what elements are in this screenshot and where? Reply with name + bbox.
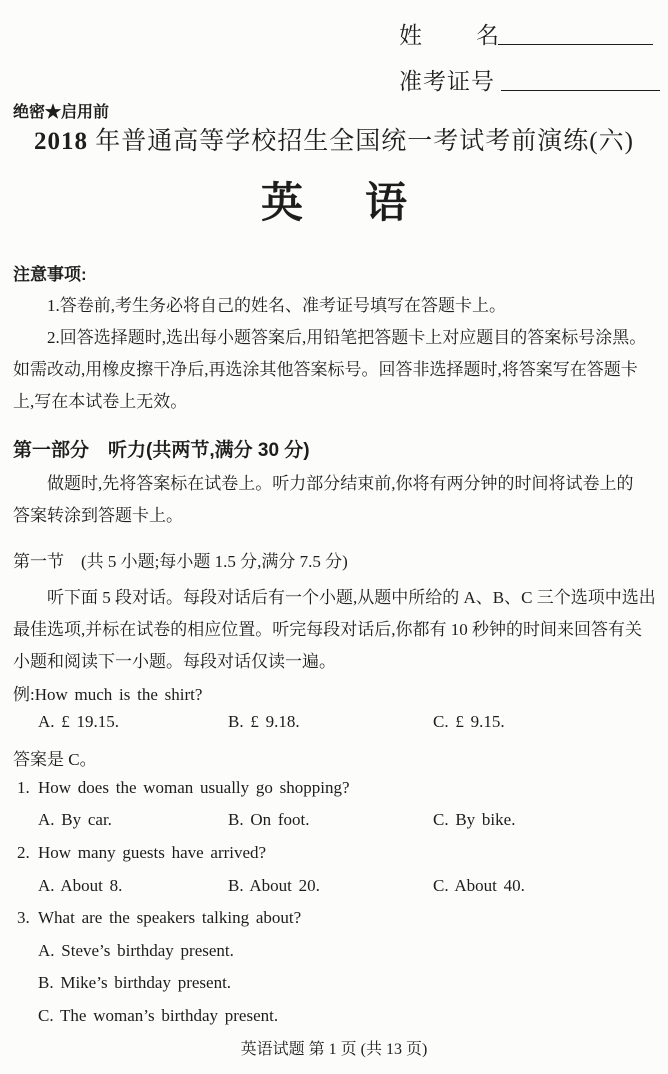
question-1-text: How does the woman usually go shopping? xyxy=(38,778,350,797)
ticket-number-label: 准考证号 xyxy=(399,69,495,94)
example-option-c: C. £ 9.15. xyxy=(433,712,505,731)
question-3-text: What are the speakers talking about? xyxy=(38,908,302,927)
question-2-options-row xyxy=(0,876,668,900)
security-marking: 绝密★启用前 xyxy=(13,104,110,121)
notice-heading: 注意事项: xyxy=(13,265,87,284)
exam-year: 2018 xyxy=(34,128,89,155)
notice-line-4: 上,写在本试卷上无效。 xyxy=(13,392,188,411)
notice-line-3: 如需改动,用橡皮擦干净后,再选涂其他答案标号。回答非选择题时,将答案写在答题卡 xyxy=(13,360,638,379)
subject-char2: 语 xyxy=(365,179,408,226)
question-1-options-row xyxy=(0,810,668,834)
exam-session-title xyxy=(0,121,668,157)
notice-line-2: 2.回答选择题时,选出每小题答案后,用铅笔把答题卡上对应题目的答案标号涂黑。 xyxy=(47,328,647,347)
question-2-number: 2. xyxy=(17,843,30,862)
name-label xyxy=(399,17,499,50)
question-1-option-b: B. On foot. xyxy=(228,810,310,829)
example-options-row xyxy=(0,712,668,736)
subject-title xyxy=(0,170,668,230)
question-3-option-c: C. The woman’s birthday present. xyxy=(38,1006,279,1025)
example-option-a: A. £ 19.15. xyxy=(38,712,120,731)
part1-instruction-line-2: 答案转涂到答题卡上。 xyxy=(13,506,183,525)
ticket-number-fill-line xyxy=(501,90,660,91)
name-fill-line xyxy=(498,44,653,45)
example-question: 例:How much is the shirt? xyxy=(13,685,203,704)
question-2-option-a: A. About 8. xyxy=(38,876,123,895)
section1-instruction-line-1: 听下面 5 段对话。每段对话后有一个小题,从题中所给的 A、B、C 三个选项中选出 xyxy=(47,588,656,607)
name-label-char1: 姓 xyxy=(399,23,422,48)
question-1-number: 1. xyxy=(17,778,30,797)
question-2 xyxy=(0,843,668,867)
question-3-option-a: A. Steve’s birthday present. xyxy=(38,941,234,960)
question-2-option-c: C. About 40. xyxy=(433,876,525,895)
part1-heading: 第一部分 听力(共两节,满分 30 分) xyxy=(13,440,310,461)
example-answer-note: 答案是 C。 xyxy=(13,750,97,769)
exam-title-text: 年普通高等学校招生全国统一考试考前演练(六) xyxy=(88,128,634,155)
subject-char1: 英 xyxy=(260,179,303,226)
part1-instruction-line-1: 做题时,先将答案标在试卷上。听力部分结束前,你将有两分钟的时间将试卷上的 xyxy=(47,474,634,493)
section1-instruction-line-2: 最佳选项,并标在试卷的相应位置。听完每段对话后,你都有 10 秒钟的时间来回答有关 xyxy=(13,620,642,639)
question-3 xyxy=(0,908,668,932)
question-1-option-a: A. By car. xyxy=(38,810,112,829)
name-label-char2: 名 xyxy=(476,23,499,48)
page-footer: 英语试题 第 1 页 (共 13 页) xyxy=(240,1041,428,1058)
question-1-option-c: C. By bike. xyxy=(433,810,516,829)
section1-heading: 第一节 (共 5 小题;每小题 1.5 分,满分 7.5 分) xyxy=(13,552,348,571)
question-3-number: 3. xyxy=(17,908,30,927)
notice-line-1: 1.答卷前,考生务必将自己的姓名、准考证号填写在答题卡上。 xyxy=(47,296,506,315)
example-option-b: B. £ 9.18. xyxy=(228,712,300,731)
question-2-option-b: B. About 20. xyxy=(228,876,320,895)
question-2-text: How many guests have arrived? xyxy=(38,843,267,862)
question-3-option-b: B. Mike’s birthday present. xyxy=(38,973,232,992)
section1-instruction-line-3: 小题和阅读下一小题。每段对话仅读一遍。 xyxy=(13,652,336,671)
question-1 xyxy=(0,778,668,802)
